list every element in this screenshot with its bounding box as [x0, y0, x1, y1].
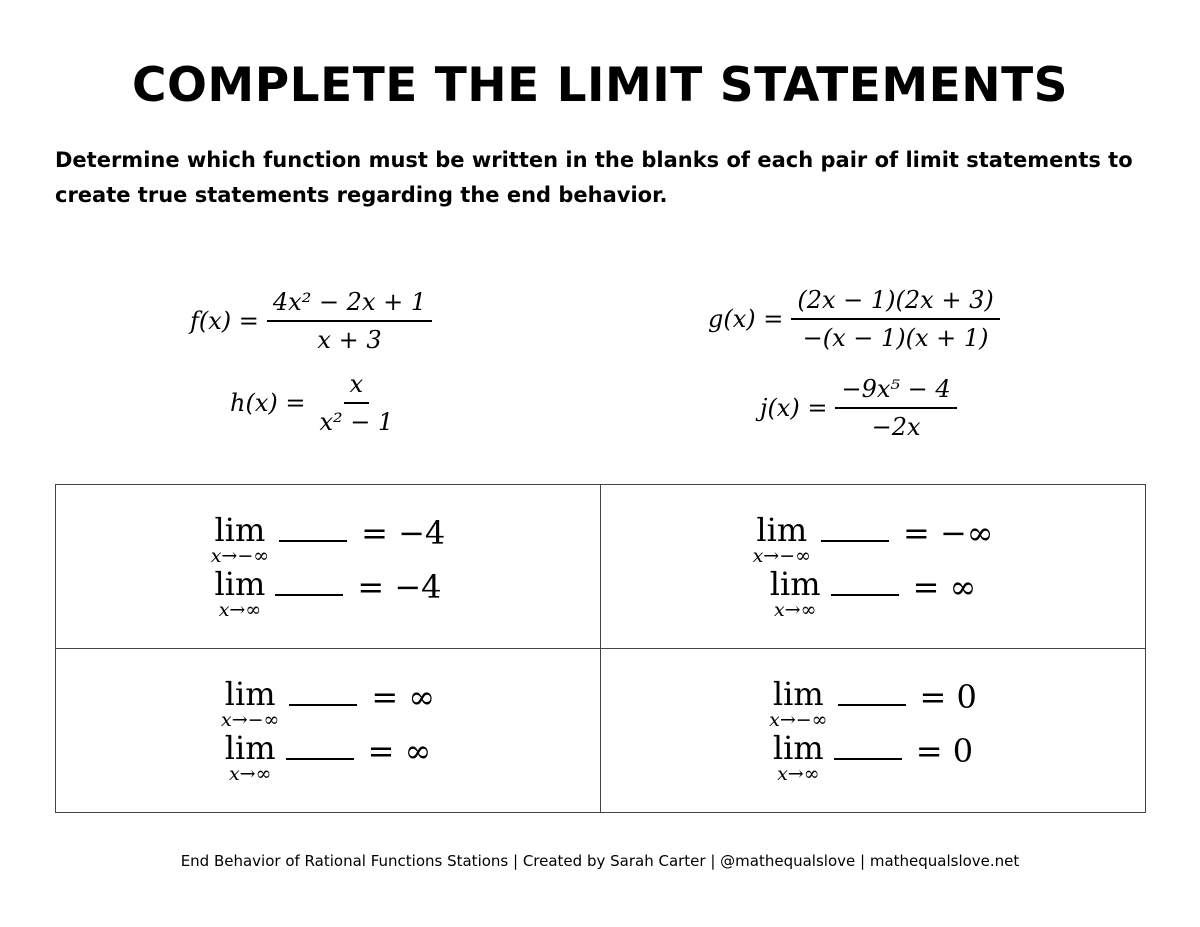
limit-table: [55, 484, 1146, 813]
footer-credit: End Behavior of Rational Functions Stations | Created by Sarah Carter | @mathequalslove | mathequalslove.net: [180, 852, 1020, 870]
answer-blank[interactable]: [834, 732, 902, 760]
numerator: −9x⁵ − 4: [835, 375, 956, 409]
limit-cell: [601, 485, 1146, 649]
lim-subscript: x→∞: [218, 598, 262, 621]
answer-blank[interactable]: [275, 568, 343, 596]
lim-subscript: x→−∞: [769, 708, 828, 731]
lim-label: lim: [772, 674, 824, 713]
limit-value: = 0: [915, 731, 974, 770]
limit-value: = ∞: [371, 677, 436, 716]
function-f: [190, 288, 432, 354]
lim-label: lim: [214, 510, 266, 549]
lim-subscript: x→−∞: [210, 544, 270, 567]
function-name: j(x) =: [760, 394, 828, 422]
limit-value: = ∞: [367, 731, 432, 770]
lim-subscript: x→∞: [777, 762, 820, 785]
limit-value: = −4: [357, 567, 442, 606]
lim-label: lim: [772, 728, 824, 767]
limit-statement-bottom: [772, 728, 974, 785]
limit-value: = −4: [361, 513, 446, 552]
function-h: [230, 370, 399, 436]
denominator: x² − 1: [319, 408, 394, 436]
answer-blank[interactable]: [831, 568, 899, 596]
function-name: f(x) =: [190, 307, 259, 335]
limit-statement-bottom: [224, 728, 432, 785]
numerator: x: [344, 370, 370, 404]
limit-value: = 0: [919, 677, 977, 716]
answer-blank[interactable]: [289, 678, 357, 706]
lim-subscript: x→−∞: [220, 708, 280, 731]
limit-statement-top: [752, 510, 994, 567]
lim-label: lim: [769, 564, 821, 603]
lim-subscript: x→∞: [773, 598, 817, 621]
instructions: Determine which function must be written in the blanks of each pair of limit statements to create true statements regarding the end behavior.: [55, 148, 1133, 207]
page-title: COMPLETE THE LIMIT STATEMENTS: [131, 58, 1068, 113]
lim-label: lim: [214, 564, 266, 603]
numerator: (2x − 1)(2x + 3): [791, 286, 999, 320]
function-j: [760, 375, 957, 441]
numerator: 4x² − 2x + 1: [267, 288, 432, 322]
answer-blank[interactable]: [286, 732, 354, 760]
limit-cell: [56, 649, 601, 813]
lim-label: lim: [224, 728, 276, 767]
answer-blank[interactable]: [838, 678, 906, 706]
limit-cell: [56, 485, 601, 649]
limit-cell: [601, 649, 1146, 813]
limit-statement-top: [220, 674, 436, 731]
denominator: −2x: [871, 413, 921, 441]
limit-value: = ∞: [912, 567, 977, 606]
lim-subscript: x→−∞: [752, 544, 811, 567]
function-name: g(x) =: [708, 305, 784, 333]
lim-label: lim: [756, 510, 808, 549]
function-g: [708, 286, 1000, 352]
lim-label: lim: [224, 674, 276, 713]
limit-statement-top: [210, 510, 446, 567]
limit-statement-bottom: [214, 564, 442, 621]
denominator: x + 3: [317, 326, 382, 354]
limit-value: = −∞: [902, 513, 994, 552]
limit-statement-top: [769, 674, 977, 731]
lim-subscript: x→∞: [228, 762, 272, 785]
limit-statement-bottom: [769, 564, 977, 621]
denominator: −(x − 1)(x + 1): [802, 324, 989, 352]
answer-blank[interactable]: [821, 514, 889, 542]
function-name: h(x) =: [230, 389, 306, 417]
answer-blank[interactable]: [279, 514, 347, 542]
